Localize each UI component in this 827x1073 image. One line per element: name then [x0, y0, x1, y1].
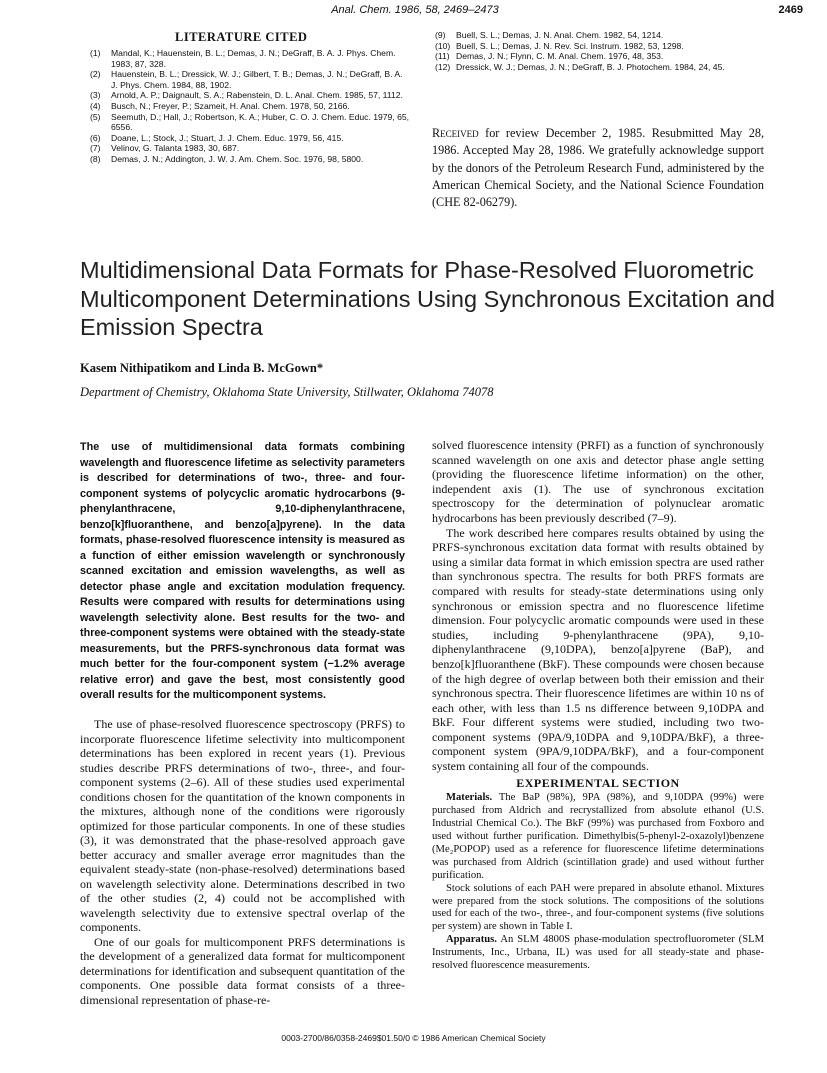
materials-text: The BaP (98%), 9PA (98%), and 9,10DPA (99%) were purchased from Aldrich and recrystallized from absolute ethanol (U.S. Industrial Chemical Co.). The BkF (99%) was purchased from Foxboro and used without further purification. Dimethylbis(5-phenyl-2-oxazolyl)benzene (Me₂POPOP) used as a reference for fluorescence lifetime determinations was purchased from Aldrich (scintillation grade) and used without further purification.: [432, 792, 764, 881]
paragraph: solved fluorescence intensity (PRFI) as a function of synchronously scanned wavelength on one axis and detector phase angle setting (providing the fluorescence lifetime information) on the other, independent axis (1). The use of synchronous excitation spectroscopy for the determination of polynuclear aromatic hydrocarbons has been previously described (7–9).: [432, 438, 764, 525]
literature-cited-heading: LITERATURE CITED: [175, 30, 308, 44]
reference: (1) Mandal, K.; Hauenstein, B. L.; Demas, J. N.; DeGraff, B. A. J. Phys. Chem. 1983, 87, 328.: [90, 48, 396, 69]
received-lead: Received: [432, 126, 479, 140]
reference: (6) Doane, L.; Stock, J.; Stuart, J. J. Chem. Educ. 1979, 56, 415.: [90, 132, 344, 143]
body-left-column: [80, 717, 405, 1007]
reference: (8) Demas, J. N.; Addington, J. W. J. Am. Chem. Soc. 1976, 98, 5800.: [90, 153, 364, 164]
references-right: [435, 30, 755, 72]
reference: (7) Velinov, G. Talanta 1983, 30, 687.: [90, 143, 240, 154]
reference: (4) Busch, N.; Freyer, P.; Szameit, H. Anal. Chem. 1978, 50, 2166.: [90, 100, 350, 111]
reference: (5) Seemuth, D.; Hall, J.; Robertson, K. A.; Huber, C. O. J. Chem. Educ. 1979, 65, 6556.: [90, 111, 410, 133]
reference: (11) Demas, J. N.; Flynn, C. M. Anal. Chem. 1976, 48, 353.: [435, 51, 664, 62]
apparatus-text: An SLM 4800S phase-modulation spectrofluorometer (SLM Instruments, Inc., Urbana, IL) was used for all steady-state and phase-resolved fluorescence measurements.: [432, 934, 764, 972]
article-title: Multidimensional Data Formats for Phase-Resolved Fluorometric Multicomponent Determinations Using Synchronous Excitation and Emission Spectra: [80, 257, 775, 340]
reference: (2) Hauenstein, B. L.; Dressick, W. J.; Gilbert, T. B.; Demas, J. N.; DeGraff, B. A. J. Phys. Chem. 1984, 88, 1902.: [90, 69, 403, 90]
received-note: [432, 125, 764, 211]
received-text: for review December 2, 1985. Resubmitted May 28, 1986. Accepted May 28, 1986. We gratefully acknowledge support by the donors of the Petroleum Research Fund, administered by the American Chemical Society, and the National Science Foundation (CHE 82-06279).: [432, 126, 764, 210]
section-heading: EXPERIMENTAL SECTION: [516, 775, 680, 790]
reference: (9) Buell, S. L.; Demas, J. N. Anal. Chem. 1982, 54, 1214.: [435, 30, 664, 40]
page-number: 2469: [778, 4, 803, 16]
reference: (10) Buell, S. L.; Demas, J. N. Rev. Sci. Instrum. 1982, 53, 1298.: [435, 40, 684, 51]
paragraph: One of our goals for multicomponent PRFS determinations is the development of a generalized data format for multicomponent determinations for identification and subsequent quantitation of the components. One possible data format consists of a three-dimensional representation of phase-re-: [80, 934, 405, 1007]
reference: (12) Dressick, W. J.; Demas, J. N.; DeGraff, B. J. Photochem. 1984, 24, 45.: [435, 61, 725, 72]
running-head: Anal. Chem. 1986, 58, 2469–2473: [331, 4, 499, 16]
paragraph: [432, 792, 764, 882]
apparatus-label: Apparatus.: [446, 934, 497, 946]
authors: Kasem Nithipatikom and Linda B. McGown*: [80, 361, 324, 375]
body-right-column: [432, 438, 764, 973]
reference: (3) Arnold, A. P.; Daignault, S. A.; Rabenstein, D. L. Anal. Chem. 1985, 57, 1112.: [90, 90, 403, 101]
materials-label: Materials.: [446, 792, 493, 804]
paragraph: [432, 934, 764, 973]
references-left: [90, 48, 410, 165]
paragraph: Stock solutions of each PAH were prepared in absolute ethanol. Mixtures were prepared from the stock solutions. The compositions of the solutions used for each of the two-, three-, and four-component systems (five solutions per system) are shown in Table I.: [432, 882, 764, 933]
copyright-footer: 0003-2700/86/0358-2469$01.50/0 © 1986 American Chemical Society: [281, 1033, 546, 1043]
affiliation: Department of Chemistry, Oklahoma State University, Stillwater, Oklahoma 74078: [80, 385, 494, 399]
paragraph: The use of phase-resolved fluorescence spectroscopy (PRFS) to incorporate fluorescence lifetime selectivity into multicomponent determinations has been explored in recent years (1). Previous studies describe PRFS determinations of two-, three-, and four-component systems (2–6). All of these studies used experimental conditions chosen for the quantitation of the known components in the mixtures, although none of the conditions were rigorously optimized for those particular components. In one of these studies (3), it was demonstrated that the phase-resolved approach gave better accuracy and smaller average error magnitudes than the equivalent steady-state (non-phase-resolved) determinations based on wavelength selectivity alone. Determinations described in two of the other studies (2, 4) could not be accomplished with wavelength selectivity due to extensive spectral overlap of the components.: [80, 717, 405, 934]
abstract: The use of multidimensional data formats combining wavelength and fluorescence lifetime as selectivity parameters is described for determinations of two-, three- and four-component systems of polycyclic aromatic hydrocarbons (9-phenylanthracene, 9,10-diphenylanthracene, benzo[k]fluoranthene, and benzo[a]pyrene). In the data formats, phase-resolved fluorescence intensity is measured as a function of either emission wavelength or synchronously scanned excitation and emission wavelengths, as well as detector phase angle and excitation modulation frequency. Results were compared with results for determinations using wavelength selectivity alone. Best results for the two- and three-component systems were obtained with the steady-state measurements, but the PRFS-synchronous data format was much better for the four-component system (−1.2% average relative error) and gave the best, most consistently good overall results for the multicomponent systems.: [80, 441, 405, 701]
paragraph: The work described here compares results obtained by using the PRFS-synchronous excitation data format with results obtained by using a similar data format in which emission spectra are used rather than synchronous spectra. The results for both PRFS formats are compared with results for steady-state determinations using only synchronous or emission spectra and no fluorescence lifetime dimension. Four polycyclic aromatic compounds were used in these studies, including 9-phenylanthracene (9PA), 9,10-diphenylanthracene (9,10DPA), benzo[a]pyrene (BaP), and benzo[k]fluoranthene (BkF). These compounds were chosen because of the high degree of overlap between both their emission and their synchronous spectra. Their fluorescence lifetimes are within 10 ns of each other, with less than 1.5 ns difference between 9,10DPA and BkF. Four different systems were studied, including two two-component systems (9PA/9,10DPA and 9,10DPA/BkF), a three-component system (9PA/9,10DPA/BkF), and a four-component system containing all four of the compounds.: [432, 525, 764, 774]
